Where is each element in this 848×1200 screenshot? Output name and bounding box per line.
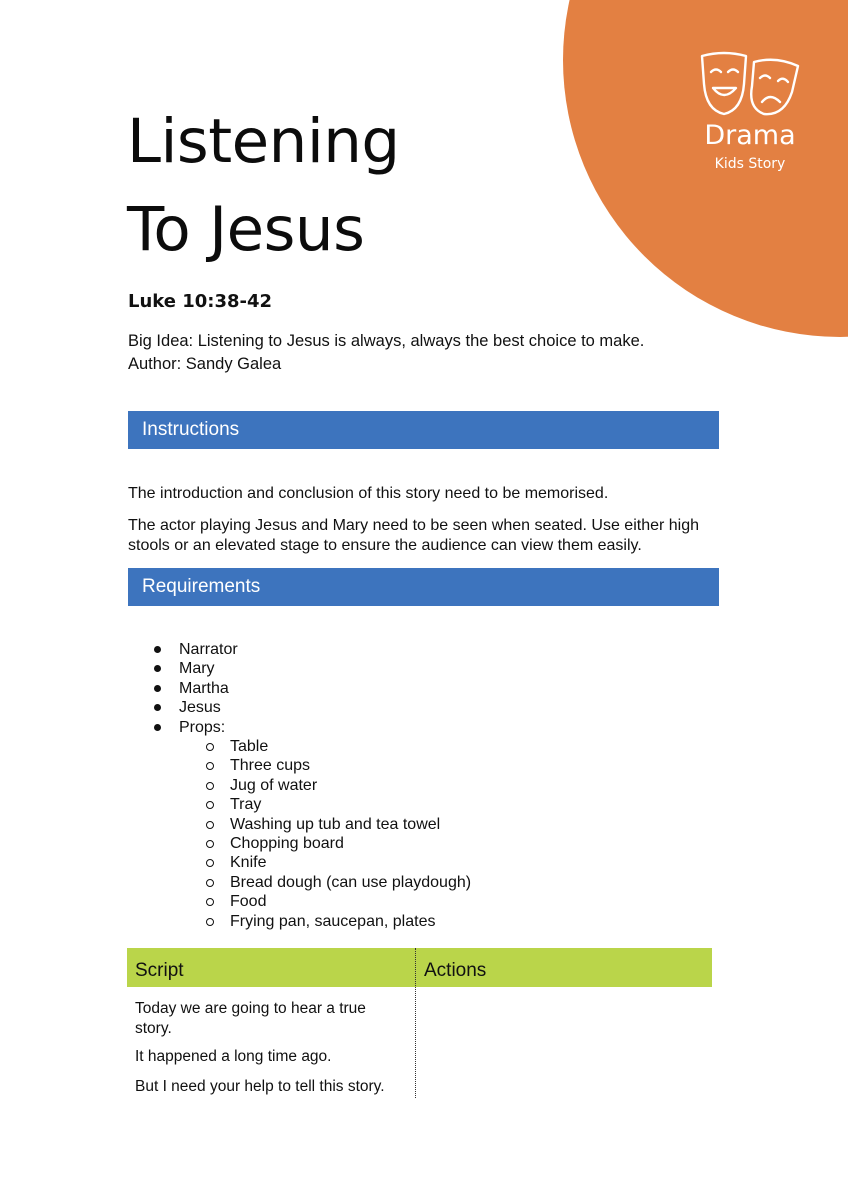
list-item: Mary bbox=[128, 659, 471, 678]
actions-column-header: Actions bbox=[416, 948, 712, 987]
instructions-heading: Instructions bbox=[128, 411, 719, 449]
list-item: Jesus bbox=[128, 698, 471, 717]
big-idea: Big Idea: Listening to Jesus is always, always the best choice to make. bbox=[128, 332, 645, 350]
circle-bullet-icon bbox=[206, 782, 214, 790]
prop-item: Table bbox=[179, 737, 471, 756]
bullet-icon bbox=[154, 646, 161, 653]
circle-bullet-icon bbox=[206, 879, 214, 887]
title-line-1: Listening bbox=[127, 106, 400, 177]
prop-item: Washing up tub and tea towel bbox=[179, 815, 471, 834]
script-line: It happened a long time ago. bbox=[135, 1048, 332, 1065]
script-line: But I need your help to tell this story. bbox=[135, 1078, 385, 1095]
title-line-2: To Jesus bbox=[127, 194, 365, 265]
bullet-icon bbox=[154, 685, 161, 692]
bullet-icon bbox=[154, 665, 161, 672]
requirements-heading: Requirements bbox=[128, 568, 719, 606]
list-item: Props: Table Three cups Jug of water Tray Washing up tub and tea towel Chopping board Knife Bread dough (can use playdough) Food Frying pan, saucepan, plates bbox=[128, 718, 471, 931]
circle-bullet-icon bbox=[206, 801, 214, 809]
page-title bbox=[127, 98, 400, 274]
instruction-paragraph-1: The introduction and conclusion of this story need to be memorised. bbox=[128, 485, 609, 502]
circle-bullet-icon bbox=[206, 762, 214, 770]
bullet-icon bbox=[154, 724, 161, 731]
script-column-header: Script bbox=[127, 948, 416, 987]
list-item: Narrator bbox=[128, 640, 471, 659]
circle-bullet-icon bbox=[206, 898, 214, 906]
column-divider bbox=[415, 948, 416, 1098]
list-item: Martha bbox=[128, 679, 471, 698]
prop-item: Food bbox=[179, 892, 471, 911]
prop-item: Knife bbox=[179, 853, 471, 872]
drama-label: Drama bbox=[704, 120, 796, 151]
instruction-paragraph-2: The actor playing Jesus and Mary need to be seen when seated. Use either high stools or an elevated stage to ensure the audience can view them easily. bbox=[128, 517, 700, 554]
circle-bullet-icon bbox=[206, 743, 214, 751]
prop-item: Chopping board bbox=[179, 834, 471, 853]
prop-item: Three cups bbox=[179, 756, 471, 775]
story-meta bbox=[128, 330, 644, 376]
prop-item: Jug of water bbox=[179, 776, 471, 795]
circle-bullet-icon bbox=[206, 840, 214, 848]
circle-bullet-icon bbox=[206, 918, 214, 926]
theatre-masks-icon bbox=[698, 48, 802, 120]
requirements-list bbox=[128, 640, 471, 931]
circle-bullet-icon bbox=[206, 821, 214, 829]
bullet-icon bbox=[154, 704, 161, 711]
circle-bullet-icon bbox=[206, 859, 214, 867]
prop-item: Bread dough (can use playdough) bbox=[179, 873, 471, 892]
prop-item: Tray bbox=[179, 795, 471, 814]
props-list bbox=[179, 737, 471, 931]
script-line: Today we are going to hear a true story. bbox=[135, 1000, 366, 1037]
prop-item: Frying pan, saucepan, plates bbox=[179, 912, 471, 931]
scripture-reference: Luke 10:38-42 bbox=[128, 291, 273, 312]
kids-story-label: Kids Story bbox=[714, 156, 786, 172]
author: Author: Sandy Galea bbox=[128, 355, 282, 373]
